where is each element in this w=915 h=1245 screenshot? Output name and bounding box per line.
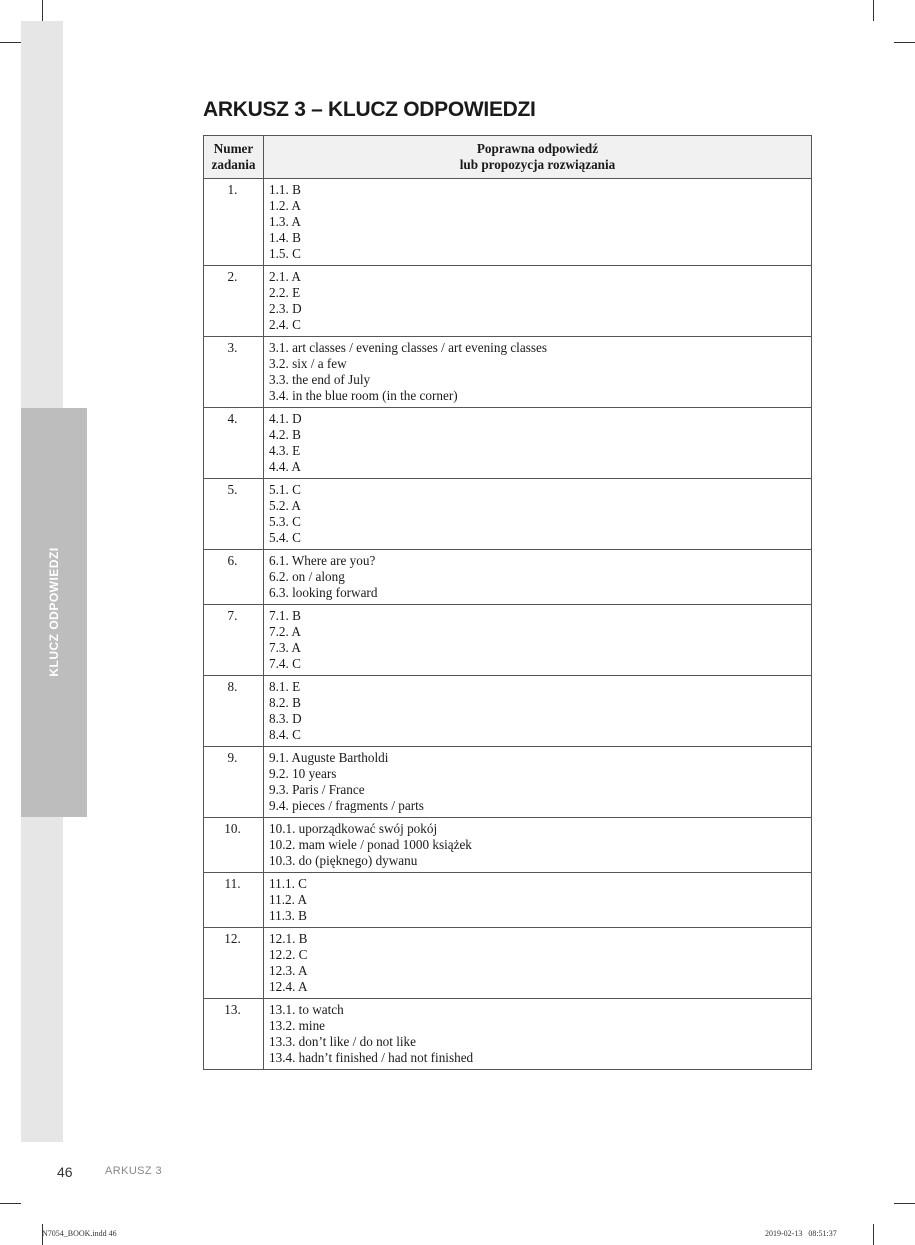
answer-line: 11.1. C [269, 876, 307, 891]
table-body [204, 179, 812, 1070]
answer-line: 9.3. Paris / France [269, 782, 365, 797]
header-number-line1: Numer [213, 141, 254, 156]
answer-line: 13.1. to watch [269, 1002, 344, 1017]
answer-line: 6.1. Where are you? [269, 553, 376, 568]
answer-line: 13.2. mine [269, 1018, 326, 1033]
answer-line: 2.1. A [269, 269, 301, 284]
answer-line: 6.2. on / along [269, 569, 345, 584]
table-row [204, 605, 812, 676]
slug-file: N7054_BOOK.indd 46 [42, 1229, 117, 1238]
task-number: 11. [204, 873, 264, 928]
answer-cell [264, 179, 812, 266]
answer-line: 8.1. E [269, 679, 301, 694]
answer-line: 9.1. Auguste Bartholdi [269, 750, 389, 765]
answer-line: 1.1. B [269, 182, 301, 197]
answer-line: 3.2. six / a few [269, 356, 347, 371]
answer-cell [264, 479, 812, 550]
answer-line: 4.2. B [269, 427, 301, 442]
column-header-number [204, 136, 264, 179]
task-number: 5. [204, 479, 264, 550]
answer-line: 10.1. uporządkować swój pokój [269, 821, 438, 836]
task-number: 3. [204, 337, 264, 408]
answer-cell [264, 605, 812, 676]
table-row [204, 479, 812, 550]
answer-line: 12.4. A [269, 979, 308, 994]
answer-line: 3.4. in the blue room (in the corner) [269, 388, 458, 403]
task-number: 7. [204, 605, 264, 676]
answer-line: 2.3. D [269, 301, 302, 316]
answer-line: 3.3. the end of July [269, 372, 371, 387]
crop-mark [0, 1203, 21, 1204]
table-row [204, 676, 812, 747]
crop-mark [0, 42, 21, 43]
table-row [204, 873, 812, 928]
answer-line: 5.3. C [269, 514, 301, 529]
answer-cell [264, 818, 812, 873]
page-title: ARKUSZ 3 – KLUCZ ODPOWIEDZI [203, 98, 536, 121]
task-number: 4. [204, 408, 264, 479]
answer-line: 12.3. A [269, 963, 308, 978]
answer-line: 7.2. A [269, 624, 301, 639]
crop-mark [873, 0, 874, 21]
table-row [204, 266, 812, 337]
answer-line: 3.1. art classes / evening classes / art evening classes [269, 340, 547, 355]
table-header-row [204, 136, 812, 179]
answer-line: 8.2. B [269, 695, 301, 710]
answer-line: 5.4. C [269, 530, 301, 545]
side-tab-label: KLUCZ ODPOWIEDZI [47, 547, 61, 677]
answer-line: 1.5. C [269, 246, 301, 261]
answer-line: 9.2. 10 years [269, 766, 337, 781]
page-number: 46 [57, 1164, 73, 1180]
answer-line: 8.4. C [269, 727, 301, 742]
answer-line: 4.4. A [269, 459, 301, 474]
answer-line: 7.3. A [269, 640, 301, 655]
running-head: ARKUSZ 3 [105, 1165, 162, 1177]
answer-line: 7.4. C [269, 656, 301, 671]
answer-line: 12.2. C [269, 947, 308, 962]
answer-cell [264, 999, 812, 1070]
task-number: 10. [204, 818, 264, 873]
table-row [204, 928, 812, 999]
answer-cell [264, 873, 812, 928]
header-answer-line1: Poprawna odpowiedź [476, 141, 599, 156]
answer-cell [264, 928, 812, 999]
answer-line: 2.2. E [269, 285, 301, 300]
answer-cell [264, 337, 812, 408]
answer-key-table [203, 135, 812, 1070]
answer-line: 13.3. don’t like / do not like [269, 1034, 417, 1049]
task-number: 2. [204, 266, 264, 337]
crop-mark [894, 1203, 915, 1204]
answer-line: 1.4. B [269, 230, 301, 245]
answer-line: 4.3. E [269, 443, 301, 458]
crop-mark [42, 0, 43, 21]
answer-line: 10.3. do (pięknego) dywanu [269, 853, 418, 868]
answer-cell [264, 550, 812, 605]
table-row [204, 999, 812, 1070]
table-row [204, 747, 812, 818]
answer-line: 5.1. C [269, 482, 301, 497]
answer-cell [264, 747, 812, 818]
answer-line: 7.1. B [269, 608, 301, 623]
task-number: 12. [204, 928, 264, 999]
task-number: 1. [204, 179, 264, 266]
answer-line: 5.2. A [269, 498, 301, 513]
task-number: 13. [204, 999, 264, 1070]
answer-line: 10.2. mam wiele / ponad 1000 książek [269, 837, 472, 852]
header-answer-line2: lub propozycja rozwiązania [459, 157, 616, 172]
answer-line: 1.2. A [269, 198, 301, 213]
slug-date: 2019-02-13 08:51:37 [765, 1229, 837, 1238]
task-number: 6. [204, 550, 264, 605]
table-row [204, 408, 812, 479]
answer-cell [264, 266, 812, 337]
answer-line: 4.1. D [269, 411, 302, 426]
header-number-line2: zadania [211, 157, 256, 172]
task-number: 9. [204, 747, 264, 818]
table-row [204, 818, 812, 873]
answer-line: 8.3. D [269, 711, 302, 726]
answer-line: 2.4. C [269, 317, 301, 332]
answer-line: 12.1. B [269, 931, 308, 946]
answer-line: 13.4. hadn’t finished / had not finished [269, 1050, 474, 1065]
answer-line: 11.2. A [269, 892, 307, 907]
crop-mark [894, 42, 915, 43]
answer-line: 1.3. A [269, 214, 301, 229]
task-number: 8. [204, 676, 264, 747]
answer-line: 9.4. pieces / fragments / parts [269, 798, 424, 813]
answer-cell [264, 676, 812, 747]
answer-cell [264, 408, 812, 479]
table-row [204, 550, 812, 605]
answer-line: 11.3. B [269, 908, 307, 923]
table-row [204, 179, 812, 266]
table-row [204, 337, 812, 408]
crop-mark [873, 1224, 874, 1245]
column-header-answer [264, 136, 812, 179]
answer-line: 6.3. looking forward [269, 585, 378, 600]
